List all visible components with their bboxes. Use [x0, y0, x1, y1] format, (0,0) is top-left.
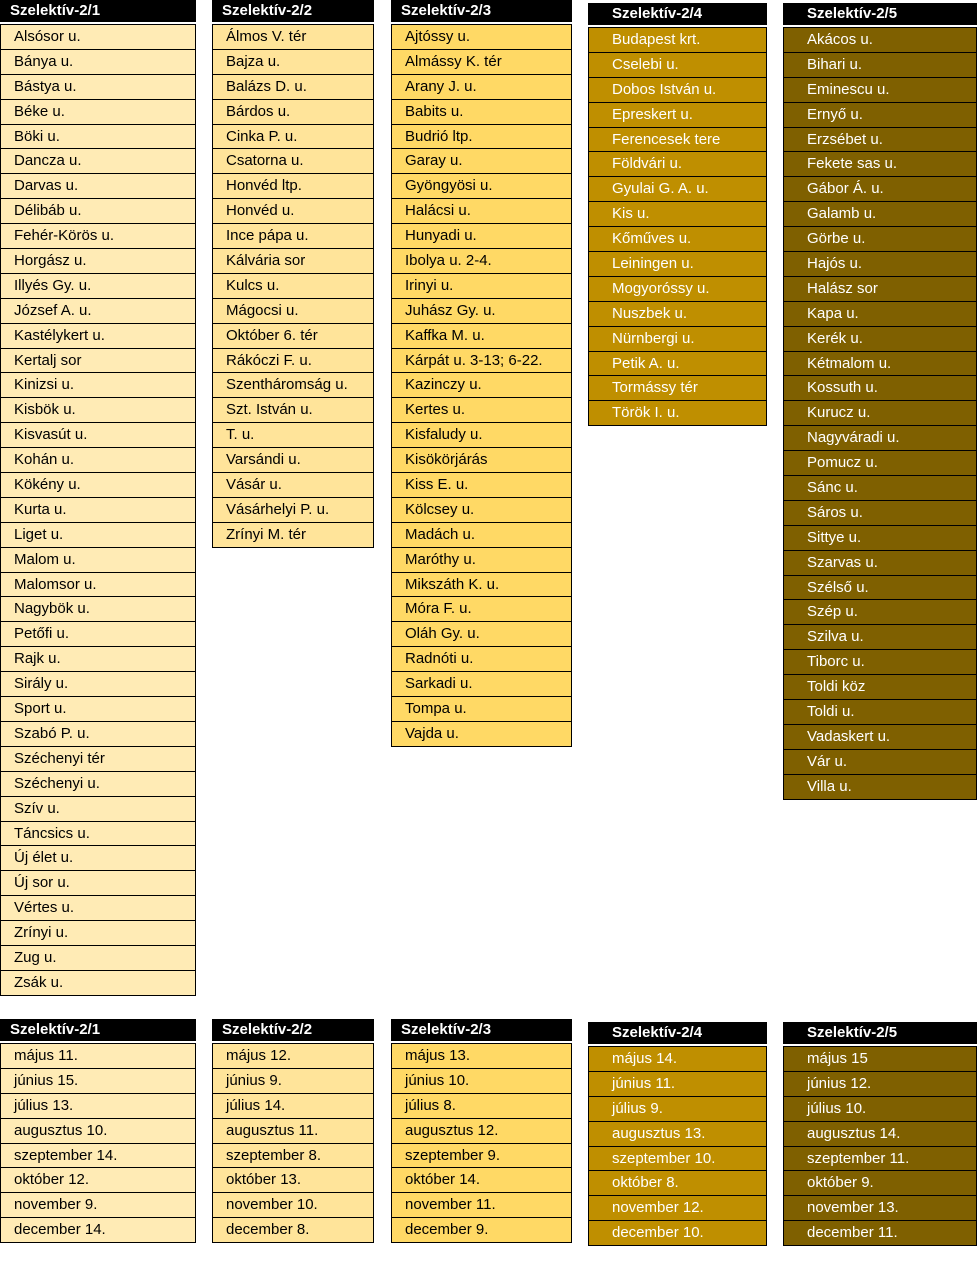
list-item: Rákóczi F. u.	[213, 349, 373, 374]
list-item: Maróthy u.	[392, 548, 571, 573]
column-header: Szelektív-2/5	[783, 3, 977, 25]
list-item: november 11.	[392, 1193, 571, 1218]
list-item: Hunyadi u.	[392, 224, 571, 249]
list-item: szeptember 11.	[784, 1147, 976, 1172]
list-item: augusztus 12.	[392, 1119, 571, 1144]
list-item: Zsák u.	[1, 971, 195, 996]
list-item: Irinyi u.	[392, 274, 571, 299]
list-item: Kerék u.	[784, 327, 976, 352]
list-item: Böki u.	[1, 125, 195, 150]
list-item: Bástya u.	[1, 75, 195, 100]
list-item: Galamb u.	[784, 202, 976, 227]
list-item: Táncsics u.	[1, 822, 195, 847]
list-item: Epreskert u.	[589, 103, 766, 128]
list-item: Kertes u.	[392, 398, 571, 423]
list-item: Széchenyi u.	[1, 772, 195, 797]
list-item: május 12.	[213, 1044, 373, 1069]
list-item: november 13.	[784, 1196, 976, 1221]
list-item: Kiss E. u.	[392, 473, 571, 498]
streets-column-5	[783, 3, 977, 800]
list-item: Horgász u.	[1, 249, 195, 274]
column-header: Szelektív-2/1	[0, 1019, 196, 1041]
list-item: Széchenyi tér	[1, 747, 195, 772]
street-list	[783, 27, 977, 800]
list-item: Szép u.	[784, 600, 976, 625]
list-item: Honvéd u.	[213, 199, 373, 224]
list-item: november 10.	[213, 1193, 373, 1218]
list-item: Gyulai G. A. u.	[589, 177, 766, 202]
list-item: Erzsébet u.	[784, 128, 976, 153]
list-item: Zug u.	[1, 946, 195, 971]
list-item: Ernyő u.	[784, 103, 976, 128]
list-item: Kálvária sor	[213, 249, 373, 274]
list-item: Móra F. u.	[392, 597, 571, 622]
dates-column-1	[0, 1019, 196, 1243]
list-item: Juhász Gy. u.	[392, 299, 571, 324]
date-list	[0, 1043, 196, 1243]
list-item: Hajós u.	[784, 252, 976, 277]
list-item: október 8.	[589, 1171, 766, 1196]
list-item: Petik A. u.	[589, 352, 766, 377]
list-item: november 9.	[1, 1193, 195, 1218]
list-item: június 11.	[589, 1072, 766, 1097]
list-item: Kurucz u.	[784, 401, 976, 426]
list-item: Gyöngyösi u.	[392, 174, 571, 199]
dates-column-3	[391, 1019, 572, 1243]
list-item: Kőműves u.	[589, 227, 766, 252]
column-header: Szelektív-2/5	[783, 1022, 977, 1044]
list-item: december 14.	[1, 1218, 195, 1243]
list-item: Mikszáth K. u.	[392, 573, 571, 598]
list-item: Villa u.	[784, 775, 976, 800]
list-item: november 12.	[589, 1196, 766, 1221]
date-list	[391, 1043, 572, 1243]
date-list	[588, 1046, 767, 1246]
list-item: Ince pápa u.	[213, 224, 373, 249]
list-item: Vásár u.	[213, 473, 373, 498]
list-item: május 13.	[392, 1044, 571, 1069]
list-item: május 11.	[1, 1044, 195, 1069]
list-item: szeptember 10.	[589, 1147, 766, 1172]
list-item: Kisvasút u.	[1, 423, 195, 448]
list-item: június 10.	[392, 1069, 571, 1094]
list-item: Zrínyi M. tér	[213, 523, 373, 548]
list-item: Új élet u.	[1, 846, 195, 871]
list-item: Kis u.	[589, 202, 766, 227]
list-item: Kisfaludy u.	[392, 423, 571, 448]
list-item: Kossuth u.	[784, 376, 976, 401]
list-item: szeptember 8.	[213, 1144, 373, 1169]
list-item: május 15	[784, 1047, 976, 1072]
list-item: Nuszbek u.	[589, 302, 766, 327]
list-item: Eminescu u.	[784, 78, 976, 103]
list-item: Dobos István u.	[589, 78, 766, 103]
list-item: Ajtóssy u.	[392, 25, 571, 50]
list-item: Bánya u.	[1, 50, 195, 75]
list-item: Szabó P. u.	[1, 722, 195, 747]
list-item: október 13.	[213, 1168, 373, 1193]
list-item: Cinka P. u.	[213, 125, 373, 150]
list-item: Varsándi u.	[213, 448, 373, 473]
list-item: Földvári u.	[589, 152, 766, 177]
list-item: Kölcsey u.	[392, 498, 571, 523]
list-item: Szilva u.	[784, 625, 976, 650]
list-item: Akácos u.	[784, 28, 976, 53]
list-item: Szív u.	[1, 797, 195, 822]
list-item: Kárpát u. 3-13; 6-22.	[392, 349, 571, 374]
list-item: Leiningen u.	[589, 252, 766, 277]
list-item: Kaffka M. u.	[392, 324, 571, 349]
list-item: augusztus 11.	[213, 1119, 373, 1144]
list-item: Szentháromság u.	[213, 373, 373, 398]
dates-column-2	[212, 1019, 374, 1243]
list-item: december 11.	[784, 1221, 976, 1246]
list-item: Budapest krt.	[589, 28, 766, 53]
list-item: Görbe u.	[784, 227, 976, 252]
street-list	[588, 27, 767, 426]
list-item: Kurta u.	[1, 498, 195, 523]
list-item: Kazinczy u.	[392, 373, 571, 398]
street-list	[391, 24, 572, 747]
list-item: július 8.	[392, 1094, 571, 1119]
dates-column-5	[783, 1022, 977, 1246]
list-item: Oláh Gy. u.	[392, 622, 571, 647]
list-item: Béke u.	[1, 100, 195, 125]
list-item: december 9.	[392, 1218, 571, 1243]
list-item: Kökény u.	[1, 473, 195, 498]
list-item: május 14.	[589, 1047, 766, 1072]
list-item: Tormássy tér	[589, 376, 766, 401]
list-item: Bárdos u.	[213, 100, 373, 125]
list-item: Október 6. tér	[213, 324, 373, 349]
list-item: Szarvas u.	[784, 551, 976, 576]
list-item: Új sor u.	[1, 871, 195, 896]
list-item: augusztus 10.	[1, 1119, 195, 1144]
date-list	[212, 1043, 374, 1243]
list-item: Gábor Á. u.	[784, 177, 976, 202]
list-item: T. u.	[213, 423, 373, 448]
list-item: Tompa u.	[392, 697, 571, 722]
list-item: Zrínyi u.	[1, 921, 195, 946]
list-item: Balázs D. u.	[213, 75, 373, 100]
streets-column-4	[588, 3, 767, 426]
list-item: Mágocsi u.	[213, 299, 373, 324]
column-header: Szelektív-2/2	[212, 0, 374, 22]
list-item: Szt. István u.	[213, 398, 373, 423]
list-item: Liget u.	[1, 523, 195, 548]
list-item: július 13.	[1, 1094, 195, 1119]
list-item: június 15.	[1, 1069, 195, 1094]
list-item: Vajda u.	[392, 722, 571, 747]
list-item: Vadaskert u.	[784, 725, 976, 750]
list-item: Sirály u.	[1, 672, 195, 697]
list-item: Honvéd ltp.	[213, 174, 373, 199]
list-item: szeptember 14.	[1, 1144, 195, 1169]
list-item: Kastélykert u.	[1, 324, 195, 349]
list-item: Cselebi u.	[589, 53, 766, 78]
list-item: Vár u.	[784, 750, 976, 775]
list-item: szeptember 9.	[392, 1144, 571, 1169]
list-item: Sport u.	[1, 697, 195, 722]
list-item: október 14.	[392, 1168, 571, 1193]
list-item: Kertalj sor	[1, 349, 195, 374]
list-item: Sáros u.	[784, 501, 976, 526]
column-header: Szelektív-2/4	[588, 1022, 767, 1044]
list-item: október 9.	[784, 1171, 976, 1196]
list-item: Toldi u.	[784, 700, 976, 725]
list-item: Almássy K. tér	[392, 50, 571, 75]
list-item: Alsósor u.	[1, 25, 195, 50]
list-item: Álmos V. tér	[213, 25, 373, 50]
list-item: Illyés Gy. u.	[1, 274, 195, 299]
column-header: Szelektív-2/2	[212, 1019, 374, 1041]
list-item: Csatorna u.	[213, 149, 373, 174]
list-item: december 10.	[589, 1221, 766, 1246]
list-item: Kisökörjárás	[392, 448, 571, 473]
list-item: Mogyoróssy u.	[589, 277, 766, 302]
list-item: Nagybök u.	[1, 597, 195, 622]
list-item: Török I. u.	[589, 401, 766, 426]
list-item: Garay u.	[392, 149, 571, 174]
streets-column-3	[391, 0, 572, 747]
list-item: Tiborc u.	[784, 650, 976, 675]
list-item: Kinizsi u.	[1, 373, 195, 398]
list-item: Ibolya u. 2-4.	[392, 249, 571, 274]
column-header: Szelektív-2/3	[391, 0, 572, 22]
dates-column-4	[588, 1022, 767, 1246]
list-item: Szélső u.	[784, 576, 976, 601]
list-item: Sánc u.	[784, 476, 976, 501]
list-item: Fekete sas u.	[784, 152, 976, 177]
column-header: Szelektív-2/1	[0, 0, 196, 22]
column-header: Szelektív-2/4	[588, 3, 767, 25]
list-item: Malomsor u.	[1, 573, 195, 598]
list-item: Babits u.	[392, 100, 571, 125]
streets-column-1	[0, 0, 196, 996]
list-item: június 9.	[213, 1069, 373, 1094]
list-item: december 8.	[213, 1218, 373, 1243]
list-item: Nagyváradi u.	[784, 426, 976, 451]
street-list	[212, 24, 374, 548]
list-item: Radnóti u.	[392, 647, 571, 672]
list-item: Vásárhelyi P. u.	[213, 498, 373, 523]
street-list	[0, 24, 196, 996]
streets-column-2	[212, 0, 374, 548]
list-item: Kohán u.	[1, 448, 195, 473]
list-item: József A. u.	[1, 299, 195, 324]
list-item: Ferencesek tere	[589, 128, 766, 153]
list-item: Malom u.	[1, 548, 195, 573]
list-item: Dancza u.	[1, 149, 195, 174]
list-item: július 9.	[589, 1097, 766, 1122]
list-item: október 12.	[1, 1168, 195, 1193]
list-item: július 10.	[784, 1097, 976, 1122]
list-item: Arany J. u.	[392, 75, 571, 100]
list-item: Toldi köz	[784, 675, 976, 700]
list-item: Bajza u.	[213, 50, 373, 75]
list-item: július 14.	[213, 1094, 373, 1119]
list-item: Kisbök u.	[1, 398, 195, 423]
list-item: Rajk u.	[1, 647, 195, 672]
list-item: Kétmalom u.	[784, 352, 976, 377]
list-item: Petőfi u.	[1, 622, 195, 647]
list-item: augusztus 13.	[589, 1122, 766, 1147]
list-item: Nürnbergi u.	[589, 327, 766, 352]
list-item: Darvas u.	[1, 174, 195, 199]
column-header: Szelektív-2/3	[391, 1019, 572, 1041]
list-item: Halácsi u.	[392, 199, 571, 224]
date-list	[783, 1046, 977, 1246]
list-item: Pomucz u.	[784, 451, 976, 476]
list-item: Fehér-Körös u.	[1, 224, 195, 249]
list-item: Kulcs u.	[213, 274, 373, 299]
list-item: Bihari u.	[784, 53, 976, 78]
list-item: Halász sor	[784, 277, 976, 302]
list-item: Budrió ltp.	[392, 125, 571, 150]
list-item: augusztus 14.	[784, 1122, 976, 1147]
list-item: Sarkadi u.	[392, 672, 571, 697]
list-item: Sittye u.	[784, 526, 976, 551]
list-item: Délibáb u.	[1, 199, 195, 224]
list-item: Madách u.	[392, 523, 571, 548]
list-item: Vértes u.	[1, 896, 195, 921]
list-item: Kapa u.	[784, 302, 976, 327]
list-item: június 12.	[784, 1072, 976, 1097]
